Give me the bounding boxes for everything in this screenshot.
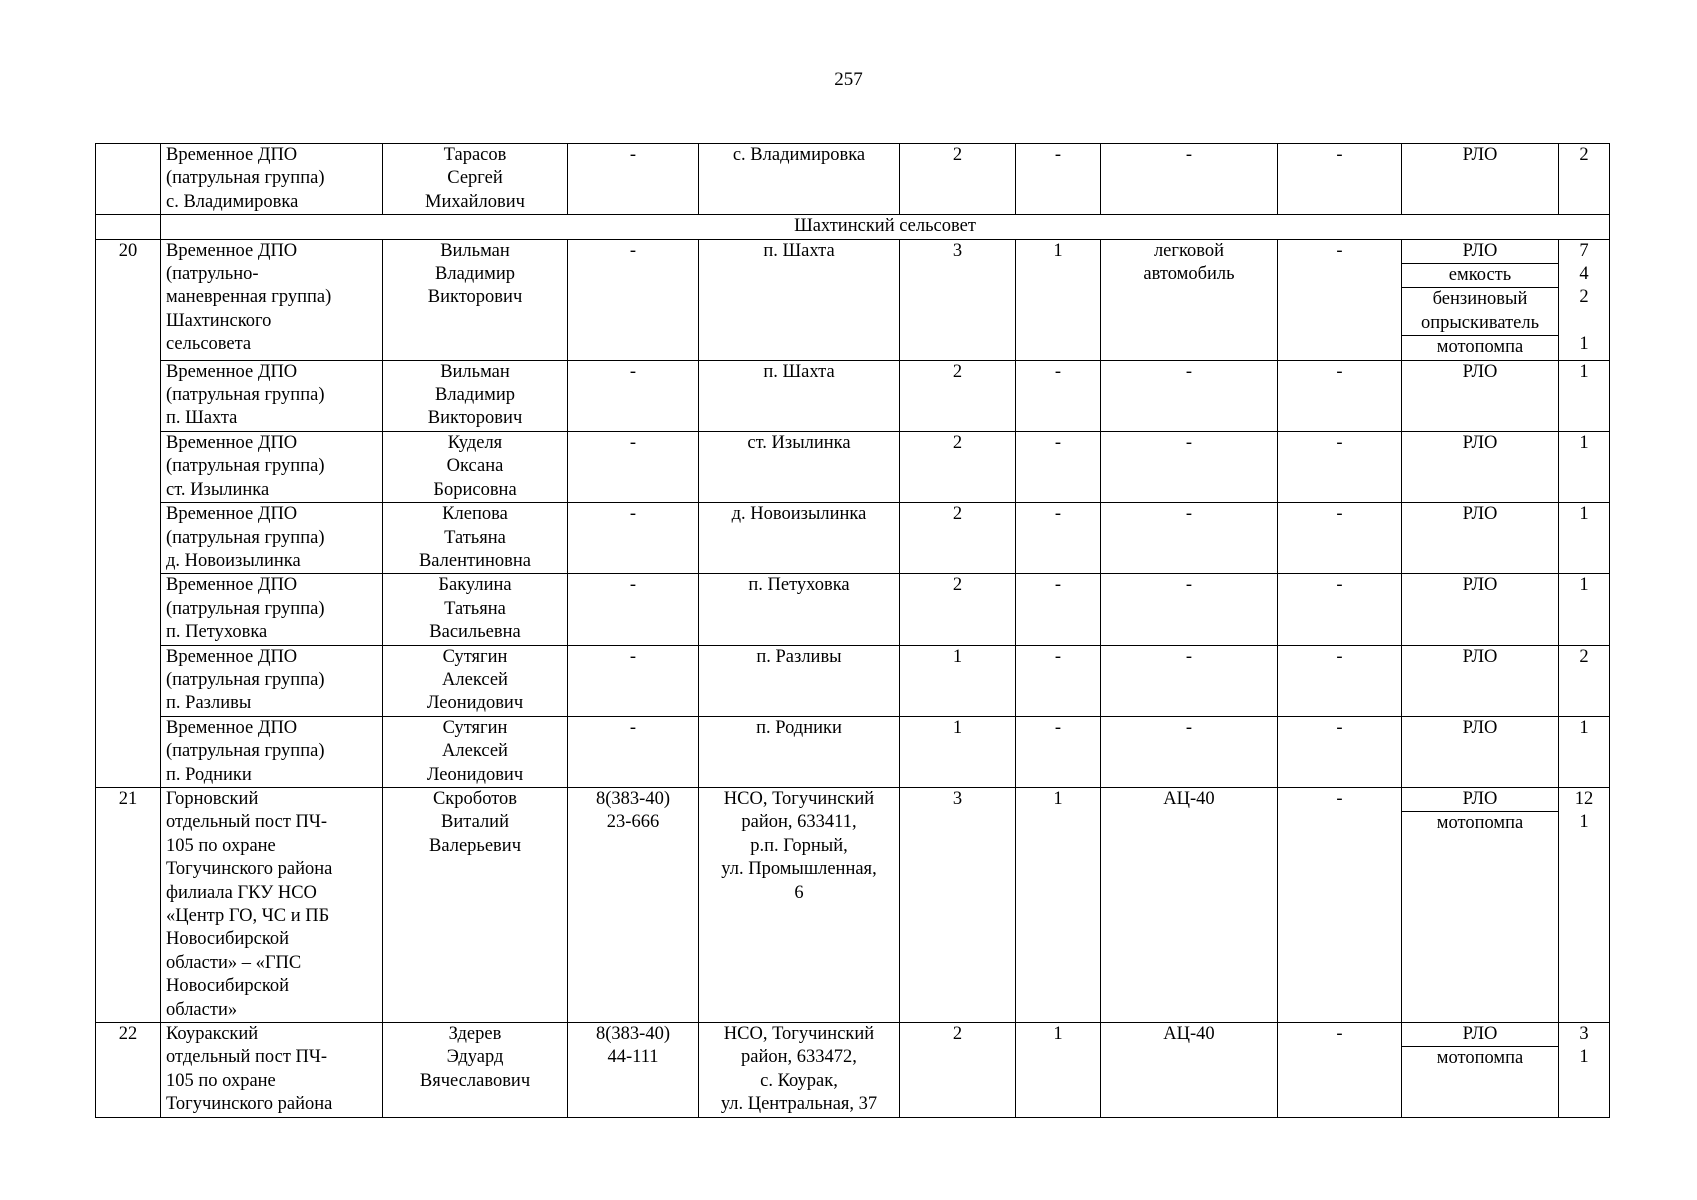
vehicle-count: - <box>1016 503 1101 574</box>
phone-line: - <box>629 361 637 382</box>
equipment-item <box>1402 240 1558 263</box>
phone <box>568 1023 699 1118</box>
unit-name-line: Временное ДПО <box>166 504 298 525</box>
address-line: с. Коурак, <box>760 1070 838 1091</box>
head-name-line: Эдуард <box>446 1047 504 1068</box>
equipment-name: РЛО <box>1462 504 1498 525</box>
people-count: 3 <box>900 787 1016 1022</box>
unit-name <box>161 1023 383 1118</box>
phone <box>568 360 699 431</box>
table-row <box>96 360 1610 431</box>
head-name-line: Сутягин <box>442 646 508 667</box>
head-name-line: Тарасов <box>443 145 507 165</box>
head-name <box>383 144 568 215</box>
table-row <box>96 431 1610 502</box>
equipment-name: РЛО <box>1462 432 1498 453</box>
equipment-list <box>1402 503 1559 574</box>
head-name <box>383 431 568 502</box>
equipment-qty: 1 <box>1579 504 1589 525</box>
equipment-name: РЛО <box>1462 717 1498 738</box>
equipment-name: РЛО <box>1462 361 1498 382</box>
head-name-line: Татьяна <box>444 527 506 548</box>
equipment-list <box>1402 787 1559 1022</box>
head-name-line: Вильман <box>440 361 510 382</box>
equipment-qty: 1 <box>1579 717 1589 738</box>
equipment-name: РЛО <box>1462 1024 1498 1045</box>
equipment-item <box>1402 503 1558 526</box>
phone <box>568 144 699 215</box>
vehicle-count: 1 <box>1016 787 1101 1022</box>
equipment-qty: 3 <box>1579 1024 1589 1045</box>
equipment-name: РЛО <box>1462 646 1498 667</box>
address <box>699 645 900 716</box>
address <box>699 360 900 431</box>
vehicle-type-line: легковой <box>1153 240 1225 261</box>
row-number: 20 <box>96 239 161 787</box>
other-equipment: - <box>1278 431 1402 502</box>
head-name-line: Клепова <box>442 504 508 525</box>
equipment-name: емкость <box>1448 265 1512 286</box>
vehicle-type <box>1101 503 1278 574</box>
table-row <box>96 787 1610 1022</box>
equipment-name: мотопомпа <box>1436 1048 1524 1069</box>
unit-name-line: 105 по охране <box>166 1070 276 1091</box>
unit-name-line: (патрульная группа) <box>166 598 325 619</box>
table-row <box>96 716 1610 787</box>
equipment-name: опрыскиватель <box>1420 312 1540 333</box>
address <box>699 1023 900 1118</box>
phone-line: - <box>629 145 637 165</box>
head-name-line: Вильман <box>440 240 510 261</box>
equipment-name: РЛО <box>1462 788 1498 809</box>
unit-name-line: Новосибирской <box>166 929 290 950</box>
vehicle-type-line: АЦ-40 <box>1163 788 1215 809</box>
address-line: р.п. Горный, <box>750 835 848 856</box>
people-count: 2 <box>900 431 1016 502</box>
equipment-qty: 2 <box>1579 287 1589 308</box>
unit-name-line: Временное ДПО <box>166 240 298 261</box>
address-line: ст. Изылинка <box>747 432 851 453</box>
equipment-qty-list <box>1559 1023 1610 1118</box>
address-line: п. Разливы <box>756 646 842 667</box>
equipment-item <box>1402 263 1558 287</box>
equipment-qty-list <box>1559 787 1610 1022</box>
head-name <box>383 1023 568 1118</box>
address-line: ул. Промышленная, <box>721 859 877 880</box>
unit-name-line: Коуракский <box>166 1024 259 1045</box>
equipment-name: РЛО <box>1462 145 1498 165</box>
equipment-item <box>1402 717 1558 740</box>
vehicle-type <box>1101 360 1278 431</box>
other-equipment: - <box>1278 1023 1402 1118</box>
unit-name-line: Временное ДПО <box>166 646 298 667</box>
unit-name-line: Временное ДПО <box>166 575 298 596</box>
unit-name-line: Тогучинского района <box>166 859 333 880</box>
equipment-list <box>1402 239 1559 360</box>
unit-name-line: Горновский <box>166 788 259 809</box>
address-line: НСО, Тогучинский <box>723 788 875 809</box>
unit-name-line: (патрульная группа) <box>166 741 325 762</box>
table-row <box>96 1023 1610 1118</box>
head-name-line: Сутягин <box>442 717 508 738</box>
phone <box>568 574 699 645</box>
vehicle-count: 1 <box>1016 1023 1101 1118</box>
table-body <box>96 144 1610 1118</box>
unit-name-line: (патрульная группа) <box>166 168 325 189</box>
equipment-name: РЛО <box>1462 240 1498 261</box>
phone <box>568 431 699 502</box>
equipment-qty-list <box>1559 645 1610 716</box>
people-count: 2 <box>900 1023 1016 1118</box>
unit-name <box>161 503 383 574</box>
head-name-line: Куделя <box>447 432 503 453</box>
phone <box>568 503 699 574</box>
vehicle-count: - <box>1016 431 1101 502</box>
equipment-qty-list <box>1559 574 1610 645</box>
phone-line: - <box>629 575 637 596</box>
equipment-qty-list <box>1559 239 1610 360</box>
unit-name-line: Новосибирской <box>166 976 290 997</box>
vehicle-type <box>1101 787 1278 1022</box>
head-name-line: Викторович <box>427 287 523 308</box>
phone-line: - <box>629 432 637 453</box>
unit-name-line: (патрульная группа) <box>166 456 325 477</box>
equipment-qty: 1 <box>1579 812 1589 833</box>
other-equipment: - <box>1278 144 1402 215</box>
section-row <box>96 215 1610 239</box>
phone <box>568 239 699 360</box>
equipment-qty: 2 <box>1579 145 1589 165</box>
head-name-line: Бакулина <box>438 575 512 596</box>
vehicle-type-line: - <box>1185 504 1193 525</box>
equipment-list <box>1402 716 1559 787</box>
phone <box>568 645 699 716</box>
equipment-list <box>1402 645 1559 716</box>
equipment-item <box>1402 432 1558 455</box>
head-name <box>383 503 568 574</box>
other-equipment: - <box>1278 787 1402 1022</box>
address <box>699 431 900 502</box>
phone-line: - <box>629 504 637 525</box>
address <box>699 787 900 1022</box>
equipment-list <box>1402 574 1559 645</box>
equipment-item <box>1402 144 1558 167</box>
equipment-qty: 12 <box>1574 788 1594 809</box>
head-name-line: Татьяна <box>444 598 506 619</box>
unit-name <box>161 431 383 502</box>
unit-name-line: п. Петуховка <box>166 622 268 643</box>
head-name-line: Оксана <box>446 456 504 477</box>
unit-name-line: (патрульная группа) <box>166 669 325 690</box>
head-name <box>383 239 568 360</box>
phone-line: 8(383-40) <box>596 788 670 809</box>
address-line: ул. Центральная, 37 <box>720 1094 878 1115</box>
address-line: с. Владимировка <box>732 145 866 165</box>
address <box>699 239 900 360</box>
vehicle-type-line: - <box>1185 646 1193 667</box>
unit-name-line: маневренная группа) <box>166 287 332 308</box>
equipment-qty: 7 <box>1579 240 1589 261</box>
equipment-name: РЛО <box>1462 575 1498 596</box>
address <box>699 144 900 215</box>
vehicle-type <box>1101 144 1278 215</box>
unit-name-line: области» <box>166 999 238 1020</box>
equipment-item <box>1402 335 1558 359</box>
vehicle-type <box>1101 645 1278 716</box>
unit-name <box>161 360 383 431</box>
section-title: Шахтинский сельсовет <box>161 215 1610 239</box>
head-name-line: Валерьевич <box>429 835 521 856</box>
head-name-line: Виталий <box>441 812 509 833</box>
head-name-line: Михайлович <box>425 191 525 212</box>
address-line: п. Шахта <box>763 240 835 261</box>
fire-units-table <box>95 143 1610 1118</box>
address <box>699 716 900 787</box>
unit-name-line: отдельный пост ПЧ- <box>166 1047 328 1068</box>
unit-name <box>161 239 383 360</box>
equipment-qty-list <box>1559 144 1610 215</box>
head-name <box>383 716 568 787</box>
unit-name <box>161 645 383 716</box>
equipment-item <box>1402 1023 1558 1046</box>
equipment-list <box>1402 360 1559 431</box>
address-line: 6 <box>794 882 804 903</box>
unit-name-line: п. Родники <box>166 764 252 785</box>
phone <box>568 716 699 787</box>
unit-name-line: Временное ДПО <box>166 432 298 453</box>
unit-name-line: сельсовета <box>166 334 252 355</box>
head-name-line: Викторович <box>427 408 523 429</box>
head-name-line: Скроботов <box>432 788 518 809</box>
table-row <box>96 645 1610 716</box>
head-name-line: Владимир <box>435 385 515 406</box>
table-row <box>96 239 1610 360</box>
address-line: район, 633472, <box>741 1047 857 1068</box>
phone-line: - <box>629 717 637 738</box>
unit-name-line: Временное ДПО <box>166 145 298 165</box>
people-count: 1 <box>900 645 1016 716</box>
other-equipment: - <box>1278 574 1402 645</box>
head-name <box>383 574 568 645</box>
equipment-name: мотопомпа <box>1436 813 1524 834</box>
phone <box>568 787 699 1022</box>
equipment-qty-list <box>1559 431 1610 502</box>
people-count: 2 <box>900 503 1016 574</box>
head-name-line: Валентиновна <box>418 550 532 571</box>
equipment-name: бензиновый <box>1432 289 1528 310</box>
equipment-qty: 1 <box>1579 432 1589 453</box>
vehicle-count: - <box>1016 645 1101 716</box>
vehicle-type <box>1101 574 1278 645</box>
vehicle-type-line: АЦ-40 <box>1163 1024 1215 1045</box>
address-line: д. Новоизылинка <box>731 504 867 525</box>
phone-line: - <box>629 240 637 261</box>
equipment-qty-list <box>1559 716 1610 787</box>
page-number: 257 <box>834 69 863 90</box>
equipment-qty-list <box>1559 360 1610 431</box>
unit-name-line: Тогучинского района <box>166 1094 333 1115</box>
unit-name <box>161 716 383 787</box>
vehicle-type-line: - <box>1185 717 1193 738</box>
address <box>699 503 900 574</box>
vehicle-count: - <box>1016 144 1101 215</box>
other-equipment: - <box>1278 503 1402 574</box>
people-count: 2 <box>900 574 1016 645</box>
unit-name-line: ст. Изылинка <box>166 479 270 500</box>
vehicle-type-line: - <box>1185 432 1193 453</box>
phone-line: 8(383-40) <box>596 1024 670 1045</box>
equipment-item <box>1402 574 1558 597</box>
people-count: 1 <box>900 716 1016 787</box>
equipment-item <box>1402 646 1558 669</box>
vehicle-count: - <box>1016 716 1101 787</box>
head-name-line: Вячеславович <box>419 1070 531 1091</box>
equipment-qty-list <box>1559 503 1610 574</box>
equipment-name: мотопомпа <box>1436 337 1524 358</box>
vehicle-count: - <box>1016 574 1101 645</box>
unit-name-line: Временное ДПО <box>166 717 298 738</box>
address-line: район, 633411, <box>741 812 857 833</box>
head-name-line: Борисовна <box>433 479 517 500</box>
equipment-qty: 1 <box>1579 575 1589 596</box>
address <box>699 574 900 645</box>
unit-name-line: д. Новоизылинка <box>166 550 301 571</box>
equipment-list <box>1402 144 1559 215</box>
unit-name-line: п. Шахта <box>166 408 238 429</box>
other-equipment: - <box>1278 239 1402 360</box>
vehicle-type-line: автомобиль <box>1143 264 1235 285</box>
row-number <box>96 144 161 215</box>
table-row <box>96 503 1610 574</box>
head-name-line: Здерев <box>448 1024 502 1045</box>
phone-line: 23-666 <box>606 812 660 833</box>
row-number: 21 <box>96 787 161 1022</box>
unit-name <box>161 574 383 645</box>
table-row <box>96 144 1610 215</box>
equipment-qty: 1 <box>1579 1047 1589 1068</box>
unit-name-line: (патрульная группа) <box>166 527 325 548</box>
equipment-qty: 1 <box>1579 334 1589 355</box>
people-count: 2 <box>900 144 1016 215</box>
unit-name <box>161 787 383 1022</box>
equipment-item <box>1402 287 1558 335</box>
other-equipment: - <box>1278 360 1402 431</box>
vehicle-type <box>1101 431 1278 502</box>
address-line: п. Родники <box>756 717 842 738</box>
vehicle-count: - <box>1016 360 1101 431</box>
vehicle-count: 1 <box>1016 239 1101 360</box>
row-number: 22 <box>96 1023 161 1118</box>
address-line: п. Петуховка <box>748 575 850 596</box>
unit-name-line: отдельный пост ПЧ- <box>166 812 328 833</box>
head-name-line: Владимир <box>435 264 515 285</box>
unit-name-line: п. Разливы <box>166 693 252 714</box>
unit-name-line: с. Владимировка <box>166 191 299 212</box>
unit-name-line: 105 по охране <box>166 835 276 856</box>
vehicle-type-line: - <box>1185 361 1193 382</box>
unit-name-line: (патрульная группа) <box>166 385 325 406</box>
head-name-line: Алексей <box>442 741 508 762</box>
unit-name-line: «Центр ГО, ЧС и ПБ <box>166 906 330 926</box>
unit-name-line: (патрульно- <box>166 264 259 285</box>
vehicle-type <box>1101 716 1278 787</box>
vehicle-type <box>1101 1023 1278 1118</box>
unit-name-line: Шахтинского <box>166 310 272 331</box>
head-name <box>383 787 568 1022</box>
unit-name-line: филиала ГКУ НСО <box>166 882 317 903</box>
vehicle-type-line: - <box>1185 145 1193 165</box>
equipment-qty: 1 <box>1579 361 1589 382</box>
head-name-line: Леонидович <box>426 764 524 785</box>
unit-name <box>161 144 383 215</box>
equipment-list <box>1402 431 1559 502</box>
head-name-line: Сергей <box>447 168 503 189</box>
address-line: п. Шахта <box>763 361 835 382</box>
unit-name-line: Временное ДПО <box>166 361 298 382</box>
table-row <box>96 574 1610 645</box>
head-name <box>383 360 568 431</box>
unit-name-line: области» – «ГПС <box>166 952 302 973</box>
section-num-cell <box>96 215 161 239</box>
head-name-line: Алексей <box>442 669 508 690</box>
phone-line: 44-111 <box>607 1047 659 1068</box>
other-equipment: - <box>1278 645 1402 716</box>
head-name-line: Васильевна <box>429 622 521 643</box>
equipment-qty: 2 <box>1579 646 1589 667</box>
people-count: 3 <box>900 239 1016 360</box>
people-count: 2 <box>900 360 1016 431</box>
equipment-qty: 4 <box>1579 264 1589 285</box>
other-equipment: - <box>1278 716 1402 787</box>
equipment-item <box>1402 1046 1558 1070</box>
equipment-list <box>1402 1023 1559 1118</box>
phone-line: - <box>629 646 637 667</box>
vehicle-type-line: - <box>1185 575 1193 596</box>
address-line: НСО, Тогучинский <box>723 1024 875 1045</box>
equipment-item <box>1402 811 1558 835</box>
equipment-item <box>1402 361 1558 384</box>
head-name <box>383 645 568 716</box>
vehicle-type <box>1101 239 1278 360</box>
equipment-item <box>1402 788 1558 811</box>
head-name-line: Леонидович <box>426 693 524 714</box>
